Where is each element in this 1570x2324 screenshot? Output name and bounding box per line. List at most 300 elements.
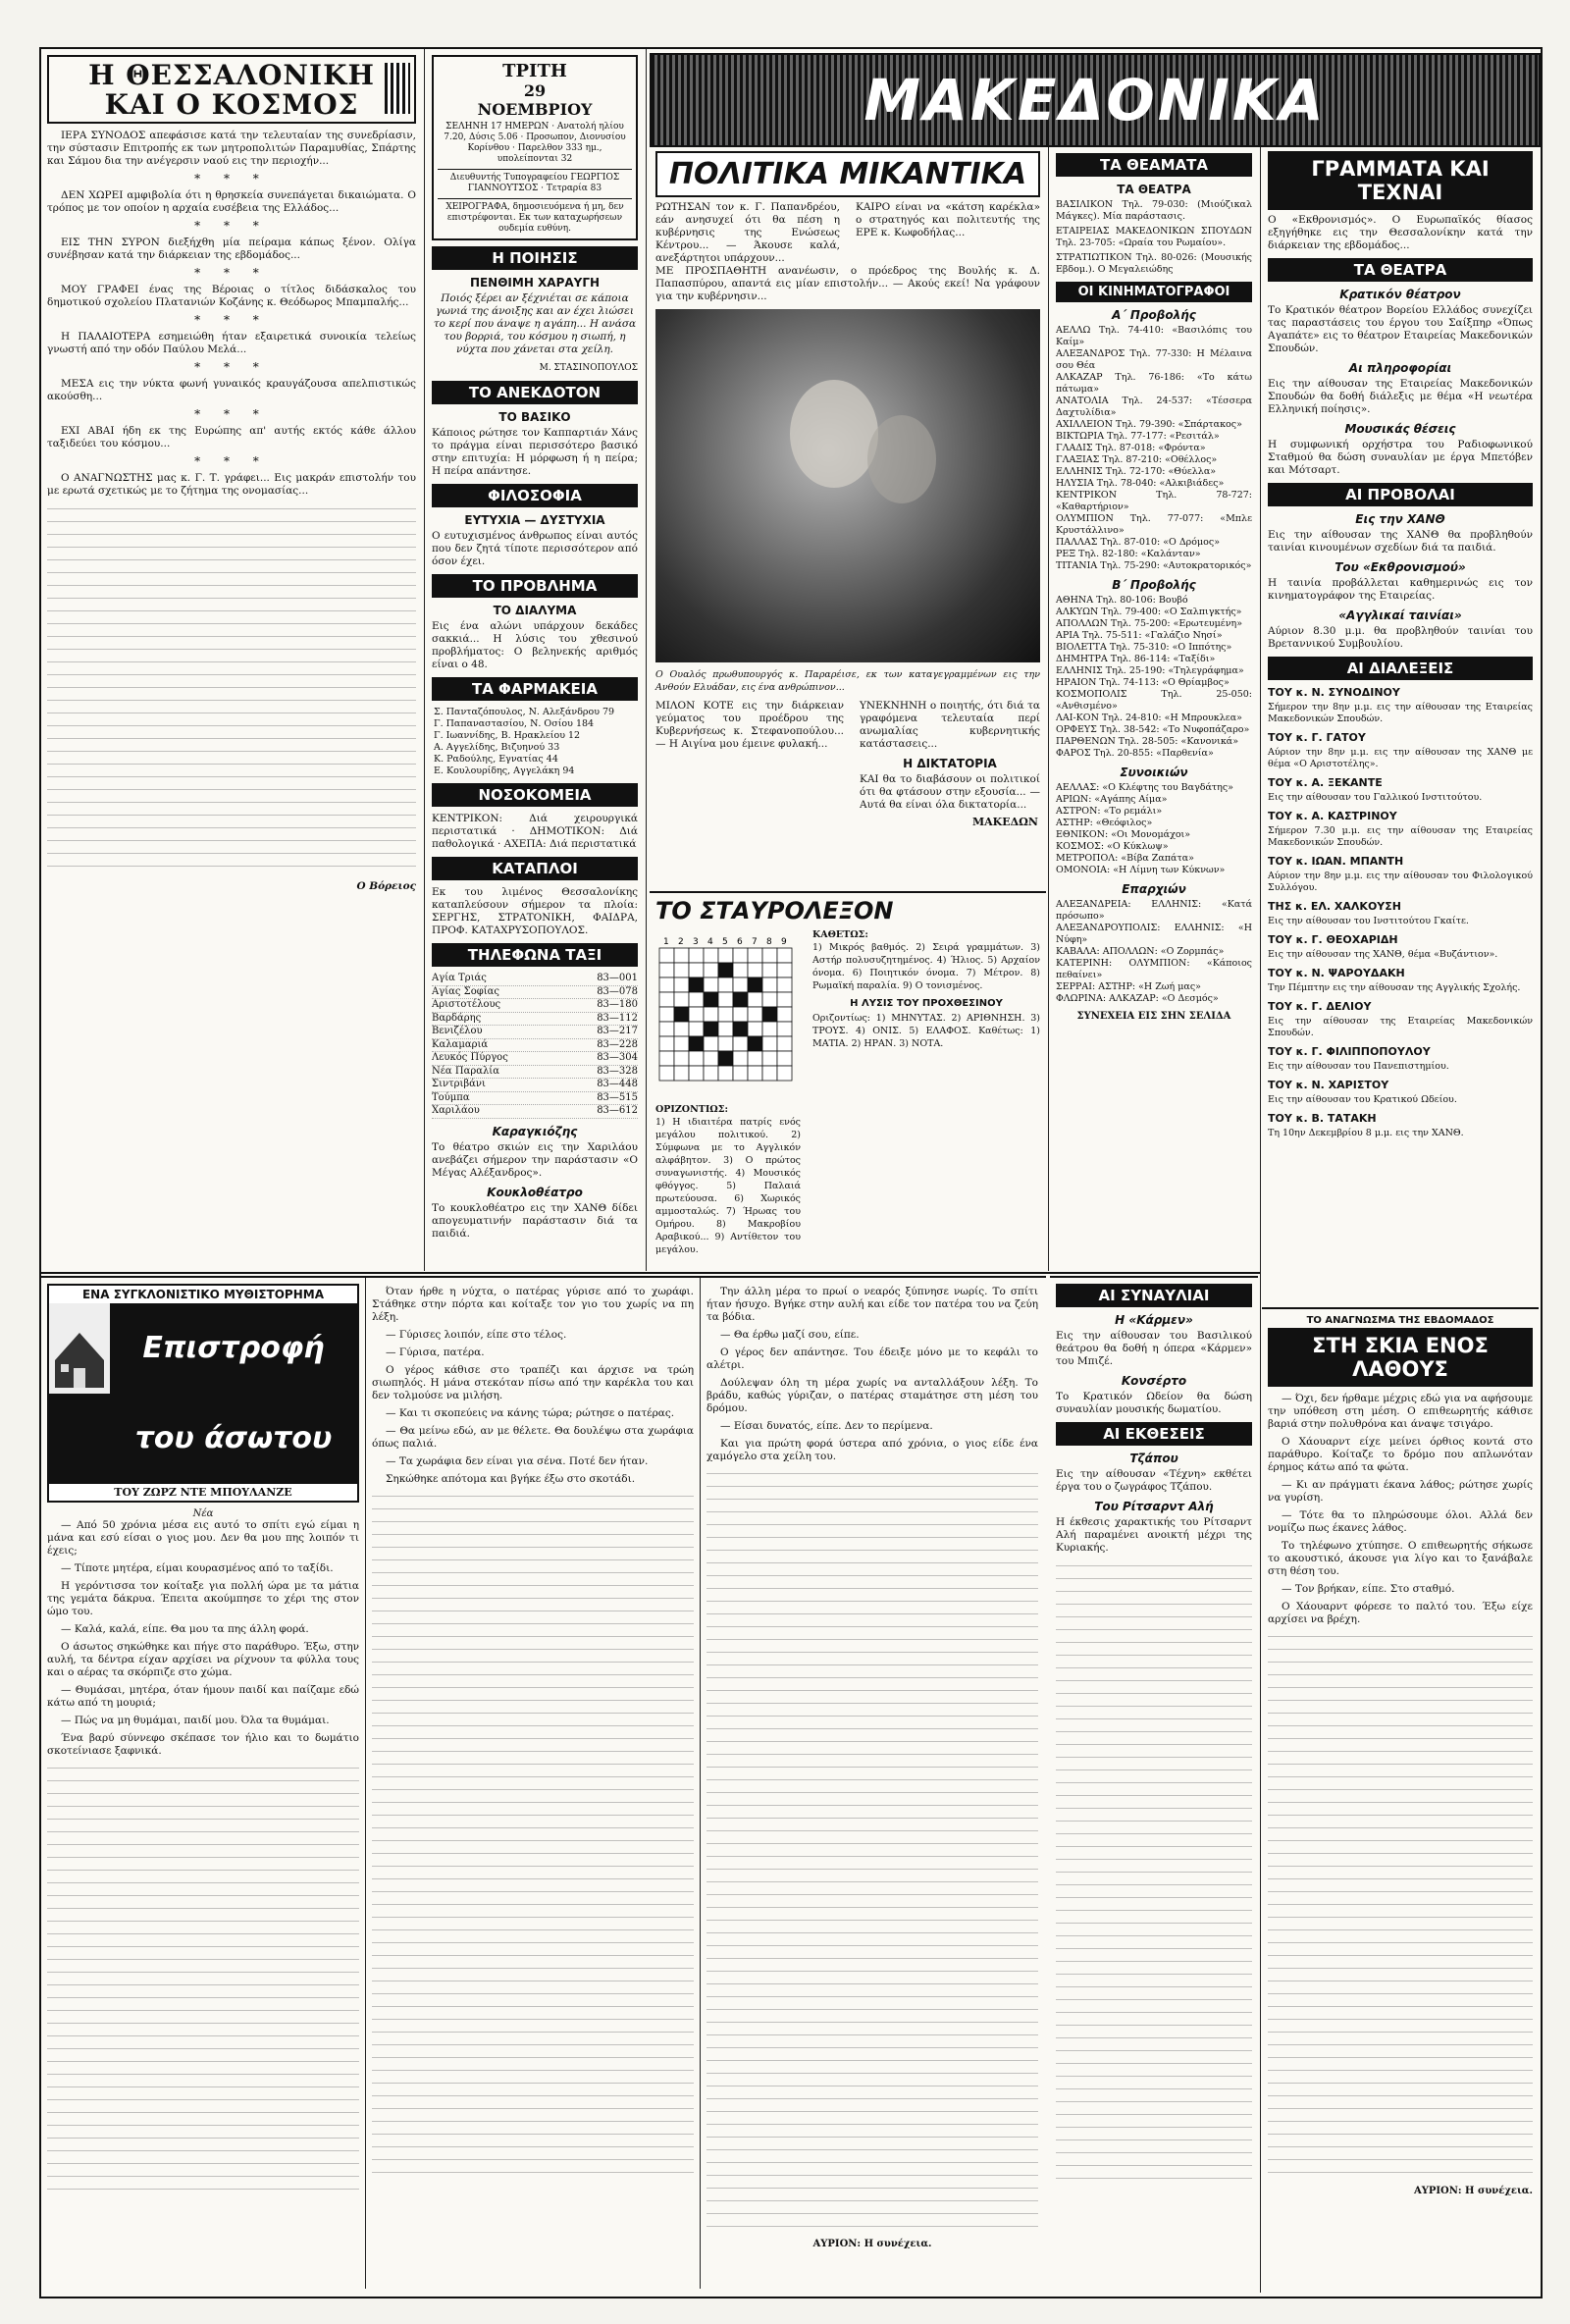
theatre-entry: ΕΤΑΙΡΕΙΑΣ ΜΑΚΕΔΟΝΙΚΩΝ ΣΠΟΥΔΩΝ Τηλ. 23-705: «Ωραία του Ρωμαίου». xyxy=(1056,226,1252,248)
serial-chapter: Νέα xyxy=(192,1508,214,1519)
crossword-title: ΤΟ ΣΤΑΥΡΟΛΕΞΟΝ xyxy=(655,897,894,924)
cinema-entry: ΤΙΤΑΝΙΑ Τηλ. 75-290: «Αυτοκρατορικός» xyxy=(1056,560,1252,571)
grid-col-number: 8 xyxy=(766,937,772,947)
grid-cell[interactable] xyxy=(704,948,718,963)
shadow-theatre-text: Το θέατρο σκιών εις την Χαριλάου ανεβάζει σήμερον την παράστασιν «Ο Μέγας Αλέξανδρος». xyxy=(432,1140,638,1179)
filler-lines xyxy=(372,1491,694,2178)
taxi-stand: Λευκός Πύργος xyxy=(432,1052,508,1063)
grid-cell[interactable] xyxy=(689,1007,704,1022)
taxi-phone: 83—180 xyxy=(597,999,638,1010)
lecture-details: Αύριον την 8ην μ.μ. εις την αίθουσαν του Φιλολογικού Συλλόγου. xyxy=(1268,871,1533,893)
grid-cell[interactable] xyxy=(777,992,792,1007)
grid-cell[interactable] xyxy=(718,1036,733,1051)
grid-cell[interactable] xyxy=(704,1066,718,1081)
grid-cell[interactable] xyxy=(659,992,674,1007)
taxi-phone: 83—304 xyxy=(597,1052,638,1063)
arrivals-header: ΚΑΤΑΠΛΟΙ xyxy=(432,857,638,880)
filler-lines xyxy=(47,1763,359,2194)
theatre-entry: ΒΑΣΙΛΙΚΟΝ Τηλ. 79-030: (Μιούζικαλ Μάγκες). Μία παράστασις. xyxy=(1056,199,1252,222)
state-theatre-header: Κρατικόν θέατρον xyxy=(1339,288,1461,301)
grid-cell[interactable] xyxy=(748,1051,762,1066)
grid-block xyxy=(704,1022,718,1036)
taxi-row xyxy=(432,1092,638,1106)
pharmacies-header: ΤΑ ΦΑΡΜΑΚΕΙΑ xyxy=(432,677,638,701)
taxi-stand: Αριστοτέλους xyxy=(432,999,501,1010)
grid-cell[interactable] xyxy=(777,1007,792,1022)
arts-column xyxy=(1262,147,1539,1305)
cinema-entry: ΑΛΕΞΑΝΔΡΟΣ Τηλ. 77-330: Η Μέλαινα σου Θέα xyxy=(1056,348,1252,371)
lecture-speaker: ΤΟΥ κ. ΙΩΑΝ. ΜΠΑΝΤΗ xyxy=(1268,855,1404,868)
separator: * * * xyxy=(194,219,269,233)
shadow-para: Ο Χάουαρντ είχε μείνει όρθιος κοντά στο παράθυρο. Κοίταζε το δρόμο που απλωνόταν έρημος κάτω από τα φώτα. xyxy=(1268,1436,1533,1473)
concerto-header: Κονσέρτο xyxy=(1121,1374,1187,1388)
grid-cell[interactable] xyxy=(748,1066,762,1081)
grid-cell[interactable] xyxy=(748,1022,762,1036)
cinema-entry: ΠΑΡΘΕΝΩΝ Τηλ. 28-505: «Κανονικά» xyxy=(1056,736,1239,747)
left-para-5: Η ΠΑΛΑΙΟΤΕΡΑ εσημειώθη ήταν εξαιρετικά συνοικία τελείως γνωστή από την οδόν Παύλου Μελά... xyxy=(47,331,416,355)
arts-intro: Ο «Εκθρονισμός». Ο Ευρωπαϊκός θίασος εξηγήθηκε εις την Θεσσαλονίκην κατά την διάρκειαν της εβδομάδος... xyxy=(1268,214,1533,251)
dethronement-text: Η ταινία προβάλλεται καθημερινώς εις τον κινηματογράφον της Εταιρείας. xyxy=(1268,577,1533,602)
grid-cell[interactable] xyxy=(659,963,674,977)
grid-cell[interactable] xyxy=(718,948,733,963)
door-icon xyxy=(74,1368,85,1388)
grid-cell[interactable] xyxy=(762,1036,777,1051)
anecdote-text: Κάποιος ρώτησε τον Καππαρτιάν Χάνς το πράγμα είναι περισσότερο βασικό στην επιτυχία: Η μόρφωση ή η πείρα; Η πείρα απάντησε. xyxy=(432,427,638,477)
suburbs-list xyxy=(1056,782,1252,876)
left-signature: Ο Βόρειος xyxy=(356,880,416,892)
calendar-info: ΣΕΛΗΝΗ 17 ΗΜΕΡΩΝ · Ανατολή ηλίου 7.20, Δύσις 5.06 · Προσωπον, Διονυσίου Κορίνθου · Παρελθον 333 ημ., υπολείπονται 32 xyxy=(444,122,626,164)
taxi-list xyxy=(426,973,644,1119)
taxi-phone: 83—515 xyxy=(597,1091,638,1103)
taxi-row xyxy=(432,999,638,1013)
cinema-entry: ΑΣΤΡΟΝ: «Το ρεμάλι» xyxy=(1056,806,1163,817)
grid-cell[interactable] xyxy=(689,948,704,963)
philosophy-text: Ο ευτυχισμένος άνθρωπος είναι αυτός που δεν ζητά τίποτε περισσότερον από όσον έχει. xyxy=(432,530,638,567)
shadow-title: ΣΤΗ ΣΚΙΑ ΕΝΟΣ ΛΑΘΟΥΣ xyxy=(1268,1328,1533,1387)
grid-cell[interactable] xyxy=(748,992,762,1007)
grid-block xyxy=(674,1007,689,1022)
grid-cell[interactable] xyxy=(704,1036,718,1051)
taxi-stand: Σιντριβάνι xyxy=(432,1079,486,1089)
serial-para: — Θα έρθω μαζί σου, είπε. xyxy=(720,1329,860,1341)
grid-cell[interactable] xyxy=(762,977,777,992)
lectures-list xyxy=(1262,686,1539,1139)
serial-para: — Θα μείνω εδώ, αν με θέλετε. Θα δουλέψω στα χωράφια όπως παλιά. xyxy=(372,1425,694,1450)
separator: * * * xyxy=(194,266,269,280)
cinema-entry: ΑΛΕΞΑΝΔΡΕΙΑ: ΕΛΛΗΝΙΣ: «Κατά πρόσωπο» xyxy=(1056,899,1252,922)
shadow-text xyxy=(1268,1393,1533,2197)
middle-column xyxy=(426,49,644,1271)
shadow-next: ΑΥΡΙΟΝ: Η συνέχεια. xyxy=(1413,2186,1533,2196)
serial-para: — Θυμάσαι, μητέρα, όταν ήμουν παιδί και παίζαμε εδώ κάτω από τη μουριά; xyxy=(47,1684,359,1709)
concerts-section xyxy=(1050,1276,1258,2295)
first-run-header: Α΄ Προβολής xyxy=(1112,308,1196,322)
grid-cell[interactable] xyxy=(777,948,792,963)
grid-cell[interactable] xyxy=(674,963,689,977)
grid-cell[interactable] xyxy=(659,977,674,992)
grid-cell[interactable] xyxy=(674,977,689,992)
grid-cell[interactable] xyxy=(718,992,733,1007)
cinema-entry: ΑΕΛΛΑΣ: «Ο Κλέφτης του Βαγδάτης» xyxy=(1056,782,1233,793)
cinema-entry: ΟΜΟΝΟΙΑ: «Η Λίμνη των Κύκνων» xyxy=(1056,865,1226,875)
cinema-entry: ΚΟΣΜΟΣ: «Ο Κύκλωψ» xyxy=(1056,841,1169,852)
taxi-row xyxy=(432,1013,638,1027)
province-list xyxy=(1056,899,1252,1005)
cinema-entry: ΚΑΤΕΡΙΝΗ: ΟΛΥΜΠΙΟΝ: «Κάποιος πεθαίνει» xyxy=(1056,958,1252,980)
grid-cell[interactable] xyxy=(718,1066,733,1081)
lecture-details: Την Πέμπτην εις την αίθουσαν της Αγγλικής Σχολής. xyxy=(1268,982,1521,993)
shows-header: ΤΑ ΘΕΑΜΑΤΑ xyxy=(1056,153,1252,177)
grid-cell[interactable] xyxy=(762,1051,777,1066)
hospitals-text: ΚΕΝΤΡΙΚΟΝ: Διά χειρουργικά περιστατικά · ΔΗΜΟΤΙΚΟΝ: Διά παθολογικά · ΑΧΕΠΑ: Διά περιστατικά xyxy=(432,813,638,850)
lecture-speaker: ΤΟΥ κ. Β. ΤΑΤΑΚΗ xyxy=(1268,1112,1377,1125)
grid-cell[interactable] xyxy=(762,948,777,963)
grid-cell[interactable] xyxy=(659,1022,674,1036)
grid-block xyxy=(718,963,733,977)
photo-figure xyxy=(790,380,878,488)
cinema-entry: ΚΑΒΑΛΑ: ΑΠΟΛΛΩΝ: «Ο Ζορμπάς» xyxy=(1056,946,1225,957)
grid-cell[interactable] xyxy=(704,1051,718,1066)
taxi-row xyxy=(432,1039,638,1053)
grid-cell[interactable] xyxy=(733,1036,748,1051)
lecture-speaker: ΤΟΥ κ. Ν. ΣΥΝΟΔΙΝΟΥ xyxy=(1268,686,1400,699)
politics-text-1: ΡΩΤΗΣΑΝ τον κ. Γ. Παπανδρέου, εάν ανησυχεί ότι θα πέση η κυβέρνησις της Ενώσεως Κέντρου... — Άκουσε καλά, ανεξάρτητοι υπάρχουν... xyxy=(655,201,840,264)
pharmacy-item: Γ. Παπαναστασίου, Ν. Οσίου 184 xyxy=(434,718,595,729)
grid-cell[interactable] xyxy=(659,1007,674,1022)
theatre-entry: ΣΤΡΑΤΙΩΤΙΚΟΝ Τηλ. 80-026: (Μουσικής Εβδομ.). Ο Μεγαλειώδης xyxy=(1056,252,1252,275)
solution-header: Η ΛΥΣΙΣ ΤΟΥ ΠΡΟΧΘΕΣΙΝΟΥ xyxy=(850,998,1003,1009)
horizontal-clues: 1) Η ιδιαιτέρα πατρίς ενός μεγάλου πολιτικού. 2) Σύμφωνα με το Αγγλικόν αλφάβητον. 3) Ο πρώτος συναγωνιστής. 4) Μουσικός φθόγγος. 5) Παλαιά πρωτεύουσα. 6) Χωρικός αμμοσταλώς. 7) Ήρωας του Ομήρου. 8) Μακροβίου Αραβικού... 9) Αντίθετον του μεγάλου. xyxy=(655,1117,801,1255)
taxi-phone: 83—001 xyxy=(597,973,638,983)
lecture-speaker: ΤΟΥ κ. Ν. ΧΑΡΙΣΤΟΥ xyxy=(1268,1079,1389,1091)
grid-block xyxy=(718,1051,733,1066)
grid-cell[interactable] xyxy=(689,1022,704,1036)
grid-cell[interactable] xyxy=(777,963,792,977)
taxi-stand: Χαριλάου xyxy=(432,1105,480,1116)
lecture-item xyxy=(1262,900,1539,927)
serial-para: Σηκώθηκε απότομα και βγήκε έξω στο σκοτάδι. xyxy=(386,1473,636,1485)
grid-cell[interactable] xyxy=(777,1036,792,1051)
grid-cell[interactable] xyxy=(733,1007,748,1022)
left-para-7: ΕΧΙ ΑΒΑΙ ήδη εκ της Ευρώπης απ' αυτής εκτός κάθε άλλου ταξιδεύει του κόσμου... xyxy=(47,425,416,449)
cinema-entry: ΠΑΛΛΑΣ Τηλ. 87-010: «Ο Δρόμος» xyxy=(1056,537,1221,548)
cinema-entry: ΦΛΩΡΙΝΑ: ΑΛΚΑΖΑΡ: «Ο Δεσμός» xyxy=(1056,993,1219,1004)
grid-cell[interactable] xyxy=(718,1007,733,1022)
left-para-6: ΜΕΣΑ εις την νύκτα φωνή γυναικός κραυγάζουσα απελπιστικώς ακούσθη... xyxy=(47,378,416,402)
grid-cell[interactable] xyxy=(704,963,718,977)
left-column xyxy=(41,49,422,1271)
taxi-phone: 83—612 xyxy=(597,1105,638,1116)
taxi-row xyxy=(432,1026,638,1039)
politics-signature: ΜΑΚΕΔΩΝ xyxy=(971,816,1038,828)
grid-col-number: 9 xyxy=(781,937,787,947)
cinema-entry: ΑΣΤΗΡ: «Θεόφιλος» xyxy=(1056,818,1153,828)
grid-cell[interactable] xyxy=(762,963,777,977)
lecture-details: Σήμερον την 8ην μ.μ. εις την αίθουσαν της Εταιρείας Μακεδονικών Σπουδών. xyxy=(1268,702,1533,724)
taxi-row xyxy=(432,973,638,986)
left-headline xyxy=(47,55,416,124)
separator: * * * xyxy=(194,172,269,185)
grid-cell[interactable] xyxy=(748,948,762,963)
separator: * * * xyxy=(194,454,269,468)
serial-para: Ο άσωτος σηκώθηκε και πήγε στο παράθυρο. Έξω, στην αυλή, τα δέντρα είχαν αρχίσει να ρίχνουν τα φύλλα τους και ο αέρας τα σκόρπιζε στο χώμα. xyxy=(47,1641,359,1678)
filler-lines xyxy=(47,503,416,876)
separator: * * * xyxy=(194,407,269,421)
grid-cell[interactable] xyxy=(689,992,704,1007)
cinema-entry: ΑΡΙΩΝ: «Αγάπης Αίμα» xyxy=(1056,794,1168,805)
theatres-list xyxy=(1056,199,1252,276)
grid-cell[interactable] xyxy=(762,1022,777,1036)
left-para-3: ΕΙΣ ΤΗΝ ΣΥΡΟΝ διεξήχθη μία πείραμα κάπως ξένον. Ολίγα συνέβησαν κατά την διάρκειαν της εβδομάδος... xyxy=(47,237,416,261)
lecture-item xyxy=(1262,731,1539,770)
shadow-para: — Κι αν πράγματι έκανα λάθος; ρώτησε χωρίς να γυρίση. xyxy=(1268,1479,1533,1504)
grid-cell[interactable] xyxy=(733,963,748,977)
exhibitions-header: ΑΙ ΕΚΘΕΣΕΙΣ xyxy=(1056,1422,1252,1446)
lecture-details: Εις την αίθουσαν της ΧΑΝΘ, θέμα «Βυζάντιον». xyxy=(1268,949,1498,960)
grid-cell[interactable] xyxy=(777,1066,792,1081)
cinema-entry: ΑΧΙΛΛΕΙΟΝ Τηλ. 79-390: «Σπάρτακος» xyxy=(1056,419,1242,430)
grid-cell[interactable] xyxy=(689,1066,704,1081)
grid-cell[interactable] xyxy=(777,1051,792,1066)
lecture-speaker: ΤΟΥ κ. Ν. ΨΑΡΟΥΔΑΚΗ xyxy=(1268,967,1405,979)
politics-text-4: ΥΝΕΚΝΗΝΗ ο ποιητής, ότι διά τα γραφόμενα τελευταία περί ανωμαλίας κυβερνητικής κατάστασεις... xyxy=(860,700,1040,750)
grid-cell[interactable] xyxy=(659,948,674,963)
cinema-entry: ΗΡΑΙΟΝ Τηλ. 74-113: «Ο Θρίαμβος» xyxy=(1056,677,1230,688)
first-run-list xyxy=(1056,325,1252,572)
grid-cell[interactable] xyxy=(733,977,748,992)
grid-block xyxy=(762,1007,777,1022)
grid-col-number: 6 xyxy=(737,937,743,947)
left-title: Η ΘΕΣΣΑΛΟΝΙΚΗ ΚΑΙ Ο ΚΟΣΜΟΣ xyxy=(88,59,375,121)
philosophy-header: ΦΙΛΟΣΟΦΙΑ xyxy=(432,484,638,507)
lecture-item xyxy=(1262,1000,1539,1039)
cinema-entry: ΚΟΣΜΟΠΟΛΙΣ Τηλ. 25-050: «Ανθισμένο» xyxy=(1056,689,1252,712)
taxi-phone: 83—448 xyxy=(597,1079,638,1089)
taxi-stand: Βενιζέλου xyxy=(432,1026,483,1036)
lecture-item xyxy=(1262,1079,1539,1106)
serial-novel xyxy=(41,1276,1046,2295)
lecture-details: Εις την αίθουσαν του Πανεπιστημίου. xyxy=(1268,1061,1449,1072)
lecture-item xyxy=(1262,855,1539,894)
calendar-date: 29 xyxy=(523,81,547,100)
carmen-text: Εις την αίθουσαν του Βασιλικού θεάτρου θα δοθή η όπερα «Κάρμεν» του Μπιζέ. xyxy=(1056,1330,1252,1367)
grid-cell[interactable] xyxy=(704,1007,718,1022)
calendar-month: ΝΟΕΜΒΡΙΟΥ xyxy=(477,100,593,119)
serial-illustration xyxy=(49,1303,110,1394)
taxi-row xyxy=(432,1066,638,1080)
poetry-header: Η ΠΟΙΗΣΙΣ xyxy=(432,246,638,270)
grid-cell[interactable] xyxy=(674,992,689,1007)
richard-text: Η έκθεσις χαρακτικής του Ρίτσαρντ Αλή παραμένει ανοικτή μέχρι της Κυριακής. xyxy=(1056,1516,1252,1554)
politics-text-3: ΚΑΙΡΟ είναι να «κάτση καρέκλα» ο στρατηγός και πολιτευτής της ΕΡΕ κ. Κωφοδήλας... xyxy=(856,201,1040,238)
serial-para: — Τα χωράφια δεν είναι για σένα. Ποτέ δεν ήταν. xyxy=(386,1455,649,1467)
grid-col-number: 3 xyxy=(693,937,699,947)
grid-cell[interactable] xyxy=(748,1007,762,1022)
column-rule xyxy=(1260,147,1261,1369)
cinema-entry: ΡΕΞ Τηλ. 82-180: «Καλάνταν» xyxy=(1056,549,1201,559)
cinema-entry: ΕΘΝΙΚΟΝ: «Οι Μονομάχοι» xyxy=(1056,829,1191,840)
serial-text-3 xyxy=(706,1286,1038,2250)
lecture-speaker: ΤΟΥ κ. Γ. ΔΕΛΙΟΥ xyxy=(1268,1000,1372,1013)
grid-cell[interactable] xyxy=(777,977,792,992)
grid-cell[interactable] xyxy=(689,963,704,977)
serial-text xyxy=(47,1519,359,2194)
cinema-entry: ΑΘΗΝΑ Τηλ. 80-106: Βουβό xyxy=(1056,595,1188,606)
lecture-details: Τη 10ην Δεκεμβρίου 8 μ.μ. εις την ΧΑΝΘ. xyxy=(1268,1128,1464,1138)
grid-cell[interactable] xyxy=(733,1051,748,1066)
serial-para: Η γερόντισσα τον κοίταξε για πολλή ώρα με τα μάτια της γεμάτα δάκρυα. Έπειτα ακούμπησε το χέρι της στον ώμο του. xyxy=(47,1580,359,1617)
hospitals-header: ΝΟΣΟΚΟΜΕΙΑ xyxy=(432,783,638,807)
grid-cell[interactable] xyxy=(659,1051,674,1066)
politics-caption: Ο Ουαλός πρωθυπουργός κ. Παραρέισε, εκ των καταγεγραμμένων εις την Ανθούν Ελυάδαν, εις ένα ανθρώπινον... xyxy=(655,669,1040,693)
lecture-item xyxy=(1262,1045,1539,1073)
window-icon xyxy=(61,1364,69,1372)
filler-lines xyxy=(1268,1631,1533,2181)
serial-para: Ένα βαρύ σύννεφο σκέπασε τον ήλιο και το δωμάτιο σκοτείνιασε ξαφνικά. xyxy=(47,1732,359,1757)
banner-title: ΜΑΚΕΔΟΝΙΚΑ xyxy=(864,67,1327,133)
serial-author: ΤΟΥ ΖΩΡΖ ΝΤΕ ΜΠΟΥΛΑΝΖΕ xyxy=(49,1484,357,1501)
taxi-stand: Νέα Παραλία xyxy=(432,1065,499,1077)
cinema-entry: ΑΡΙΑ Τηλ. 75-511: «Γαλάζιο Νησί» xyxy=(1056,630,1223,641)
grid-col-number: 7 xyxy=(752,937,758,947)
taxi-stand: Τούμπα xyxy=(432,1091,470,1103)
newspaper-page xyxy=(39,47,1543,2298)
taxi-row xyxy=(432,1052,638,1066)
grid-cell[interactable] xyxy=(674,1066,689,1081)
lecture-speaker: ΤΟΥ κ. Γ. ΦΙΛΙΠΠΟΠΟΥΛΟΥ xyxy=(1268,1045,1431,1058)
province-header: Επαρχιών xyxy=(1122,882,1186,896)
serial-para: — Και τι σκοπεύεις να κάνης τώρα; ρώτησε ο πατέρας. xyxy=(386,1407,675,1419)
left-para-4: ΜΟΥ ΓΡΑΦΕΙ ένας της Βέροιας ο τίτλος διδάσκαλος του δημοτικού σχολείου Πλατανιών Κοζάνης κ. Θεόδωρος Μπαμπαλής... xyxy=(47,284,416,308)
grid-cell[interactable] xyxy=(689,1051,704,1066)
serial-header-box xyxy=(47,1284,359,1503)
english-films-header: «Αγγλικαί ταινίαι» xyxy=(1338,608,1462,622)
calendar-box xyxy=(432,55,638,240)
serial-para: Όταν ήρθε η νύχτα, ο πατέρας γύρισε από το χωράφι. Στάθηκε στην πόρτα και κοίταξε τον γιο του χωρίς να πη λέξη. xyxy=(372,1286,694,1323)
filler-lines xyxy=(1056,1560,1252,2189)
grid-cell[interactable] xyxy=(674,948,689,963)
lecture-item xyxy=(1262,686,1539,725)
serial-para: — Καλά, καλά, είπε. Θα μου τα πης άλλη φορά. xyxy=(61,1623,309,1635)
pharmacy-item: Α. Αγγελίδης, Βιζυηνού 33 xyxy=(434,742,560,753)
shadow-para: — Όχι, δεν ήρθαμε μέχρις εδώ για να αφήσουμε την υπόθεση στη μέση. Ο επιθεωρητής κάθισε βαριά στην πολυθρόνα και άναψε τσιγάρο. xyxy=(1268,1393,1533,1430)
shadow-para: — Τότε θα το πληρώσουμε όλοι. Αλλά δεν νομίζω πως έκανες λάθος. xyxy=(1268,1509,1533,1534)
exhibition-header: Τζάπου xyxy=(1129,1452,1178,1465)
lecture-details: Αύριον την 8ην μ.μ. εις την αίθουσαν της ΧΑΝΘ με θέμα «Ο Αριστοτέλης». xyxy=(1268,747,1533,769)
grid-col-number: 4 xyxy=(707,937,713,947)
calendar-day: ΤΡΙΤΗ xyxy=(502,61,567,81)
grid-col-number: 2 xyxy=(678,937,684,947)
shadow-tag: ΤΟ ΑΝΑΓΝΩΣΜΑ ΤΗΣ ΕΒΔΟΜΑΔΟΣ xyxy=(1306,1315,1494,1326)
puppet-header: Κουκλοθέατρο xyxy=(487,1185,583,1199)
separator: * * * xyxy=(194,313,269,327)
shadow-para: Ο Χάουαρντ φόρεσε το παλτό του. Έξω είχε αρχίσει να βρέχη. xyxy=(1268,1601,1533,1625)
grid-col-number: 5 xyxy=(722,937,728,947)
concerts-header: ΑΙ ΣΥΝΑΥΛΙΑΙ xyxy=(1056,1284,1252,1307)
continued-note: ΣΥΝΕΧΕΙΑ ΕΙΣ ΣΗΝ ΣΕΛΙΔΑ xyxy=(1076,1011,1231,1022)
pharmacies-list xyxy=(434,707,636,777)
serial-title: Επιστροφή του άσωτου xyxy=(134,1331,333,1455)
grid-cell[interactable] xyxy=(748,963,762,977)
filler-lines xyxy=(706,1468,1038,2234)
pharmacy-item: Κ. Ραδούλης, Εγνατίας 44 xyxy=(434,754,558,765)
grid-cell[interactable] xyxy=(733,1066,748,1081)
lecture-speaker: ΤΟΥ κ. Α. ΞΕΚΑΝΤΕ xyxy=(1268,776,1383,789)
column-rule xyxy=(365,1278,366,2289)
cinema-entry: ΟΡΦΕΥΣ Τηλ. 38-542: «Το Νυφοπάζαρο» xyxy=(1056,724,1250,735)
cinema-entry: ΕΛΛΗΝΙΣ Τηλ. 72-170: «Θύελλα» xyxy=(1056,466,1217,477)
cinema-entry: ΗΛΥΣΙΑ Τηλ. 78-040: «Αλκιβιάδες» xyxy=(1056,478,1225,489)
cinema-entry: ΚΕΝΤΡΙΚΟΝ Τηλ. 78-727: «Καθαρτήριον» xyxy=(1056,490,1252,512)
cinema-entry: ΜΕΤΡΟΠΟΛ: «Βίβα Ζαπάτα» xyxy=(1056,853,1194,864)
serial-para: Ο γέρος δεν απάντησε. Του έδειξε μόνο με το κεφάλι το αλέτρι. xyxy=(706,1347,1038,1371)
lecture-speaker: ΤΗΣ κ. ΕΛ. ΧΑΛΚΟΥΣΗ xyxy=(1268,900,1401,913)
info-header: Αι πληροφορίαι xyxy=(1348,361,1452,375)
grid-cell[interactable] xyxy=(674,1051,689,1066)
grid-cell[interactable] xyxy=(718,1022,733,1036)
taxi-stand: Αγία Τριάς xyxy=(432,973,487,983)
politics-title: ΠΟΛΙΤΙΚΑ ΜΙΚΑΝΤΙΚΑ xyxy=(655,151,1040,197)
crossword-grid xyxy=(655,930,803,1097)
screenings-header: ΑΙ ΠΡΟΒΟΛΑΙ xyxy=(1268,483,1533,506)
concerto-text: Το Κρατικόν Ωδείον θα δώση συναυλίαν μουσικής δωματίου. xyxy=(1056,1391,1252,1415)
richard-header: Του Ρίτσαρντ Αλή xyxy=(1094,1500,1214,1513)
calendar-notice: ΧΕΙΡΟΓΡΑΦΑ, δημοσιευόμενα ή μη, δεν επιστρέφονται. Εκ των καταχωρήσεων ουδεμία ευθύνη. xyxy=(438,198,632,235)
politics-photo xyxy=(655,309,1040,662)
grid-cell[interactable] xyxy=(777,1022,792,1036)
poetry-text: Ποιός ξέρει αν ξέχνιέται σε κάποια γωνιά της άνοιξης και αν έχει λιώσει το κερί που άναψε η αγάπη... Η ανάσα του βορριά, του κόσμου η σιωπή, η νύχτα που χάνεται στα χείλη. xyxy=(433,292,637,355)
grid-cell[interactable] xyxy=(659,1066,674,1081)
cinema-entry: ΑΕΛΛΩ Τηλ. 74-410: «Βασιλόπις του Καίμ» xyxy=(1056,325,1252,347)
politics-text-5: ΜΙΛΟΝ ΚΟΤΕ εις την διάρκειαν γεύματος του προέδρου της Κυβερνήσεως κ. Στεφανοπούλου... — Η Αιγίνα μου έμεινε φυλακή... xyxy=(655,700,844,750)
problem-text: Εις ένα αλώνι υπάρχουν δεκάδες σακκιά... Η λύσις του χθεσινού προβλήματος: Ο βεληνεκής αριθμός είναι ο 48. xyxy=(432,620,638,670)
grid-cell[interactable] xyxy=(718,977,733,992)
politics-text-2: ΜΕ ΠΡΟΣΠΑΘΗΤΗ ανανέωσιν, ο πρόεδρος της Βουλής κ. Δ. Παπασπύρου, απαντά εις μίαν επιστολήν... — Ακούς εκεί! Να γράφουν για την κυβέρνησιν... xyxy=(655,265,1040,302)
grid-cell[interactable] xyxy=(762,992,777,1007)
grid-cell[interactable] xyxy=(674,1036,689,1051)
serial-tag: ΕΝΑ ΣΥΓΚΛΟΝΙΣΤΙΚΟ ΜΥΘΙΣΤΟΡΗΜΑ xyxy=(49,1286,357,1303)
column-rule xyxy=(424,49,425,1271)
grid-cell[interactable] xyxy=(762,1066,777,1081)
grid-cell[interactable] xyxy=(704,977,718,992)
serial-para: Την άλλη μέρα το πρωί ο νεαρός ξύπνησε νωρίς. Το σπίτι ήταν ήσυχο. Βγήκε στην αυλή και είδε τον πατέρα του να ζεύη τα βόδια. xyxy=(706,1286,1038,1323)
lecture-item xyxy=(1262,1112,1539,1139)
lecture-details: Εις την αίθουσαν του Ινστιτούτου Γκαίτε. xyxy=(1268,916,1469,926)
grid-block xyxy=(733,992,748,1007)
taxi-phone: 83—078 xyxy=(597,985,638,997)
column-rule xyxy=(1260,1276,1261,2293)
shadow-serial xyxy=(1262,1307,1539,2295)
serial-para: — Από 50 χρόνια μέσα εις αυτό το σπίτι εγώ είμαι η μάνα και εσύ είσαι ο γιος μου. Δεν θα μου πης λοιπόν τι έχεις; xyxy=(47,1519,359,1557)
cinema-entry: ΦΑΡΟΣ Τηλ. 20-855: «Παρθενία» xyxy=(1056,748,1214,759)
problem-header: ΤΟ ΠΡΟΒΛΗΜΑ xyxy=(432,574,638,598)
lecture-item xyxy=(1262,776,1539,804)
grid-block xyxy=(748,1036,762,1051)
lectures-header: ΑΙ ΔΙΑΛΕΞΕΙΣ xyxy=(1268,657,1533,680)
taxi-row xyxy=(432,986,638,1000)
taxi-stand: Βαρδάρης xyxy=(432,1012,482,1024)
pharmacy-item: Σ. Πανταζόπουλος, Ν. Αλεξάνδρου 79 xyxy=(434,707,615,717)
second-run-list xyxy=(1056,595,1252,760)
separator: * * * xyxy=(194,360,269,374)
music-text: Η συμφωνική ορχήστρα του Ραδιοφωνικού Σταθμού θα δώση συναυλίαν με έργα Μπετόβεν και Μότσαρτ. xyxy=(1268,439,1533,476)
taxi-header: ΤΗΛΕΦΩΝΑ ΤΑΞΙ xyxy=(432,943,638,967)
grid-cell[interactable] xyxy=(674,1022,689,1036)
grid-cell[interactable] xyxy=(659,1036,674,1051)
problem-title: ΤΟ ΔΙΑΛΥΜΑ xyxy=(493,604,577,617)
serial-next: ΑΥΡΙΟΝ: Η συνέχεια. xyxy=(812,2239,932,2249)
grid-cell[interactable] xyxy=(733,948,748,963)
